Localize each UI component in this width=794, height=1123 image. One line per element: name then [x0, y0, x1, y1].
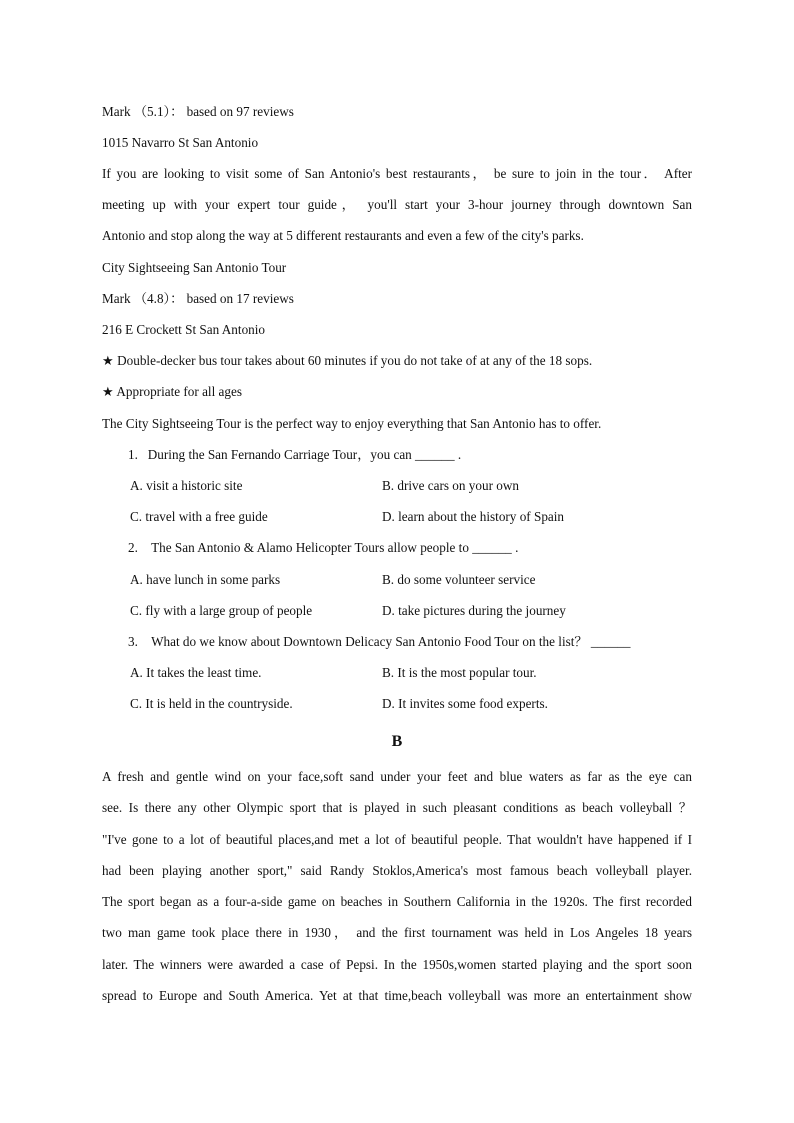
question-1: [128, 447, 461, 463]
question-text: What do we know about Downtown Delicacy San Antonio Food Tour on the list？ ______: [151, 634, 631, 649]
question-number: 1.: [128, 447, 138, 462]
question-2-option-d: D. take pictures during the journey: [382, 603, 566, 618]
tour3-bullet-2: ★ Appropriate for all ages: [102, 384, 242, 399]
section-b-line-2: see. Is there any other Olympic sport that is played in such pleasant conditions as beach volleyball ？: [102, 800, 692, 815]
tour3-address: 216 E Crockett St San Antonio: [102, 322, 266, 337]
question-text: The San Antonio & Alamo Helicopter Tours allow people to ______ .: [151, 540, 519, 555]
question-1-option-d: D. learn about the history of Spain: [382, 509, 565, 524]
section-b-line-5: The sport began as a four-a-side game on beaches in Southern California in the 1920s. The first recorded: [102, 894, 692, 909]
section-b-line-1: A fresh and gentle wind on your face,soft sand under your feet and blue waters as far as the eye can: [102, 769, 692, 784]
question-3: [128, 634, 630, 650]
question-3-option-d: D. It invites some food experts.: [382, 696, 548, 711]
section-b-line-4: had been playing another sport," said Randy Stoklos,America's most famous beach volleyball player.: [102, 863, 692, 878]
question-1-option-c: C. travel with a free guide: [130, 509, 268, 524]
question-2-option-b: B. do some volunteer service: [382, 572, 536, 587]
tour3-title: City Sightseeing San Antonio Tour: [102, 260, 287, 275]
question-2-option-a: A. have lunch in some parks: [130, 572, 281, 587]
tour2-desc-line-1: If you are looking to visit some of San Antonio's best restaurants， be sure to join in the tour． After: [102, 166, 692, 181]
question-3-option-b: B. It is the most popular tour.: [382, 665, 537, 680]
section-b-line-6: two man game took place there in 1930， and the first tournament was held in Los Angeles 18 years: [102, 925, 692, 940]
question-number: 3.: [128, 634, 138, 649]
section-b-line-8: spread to Europe and South America. Yet at that time,beach volleyball was more an entertainment show: [102, 988, 692, 1003]
question-1-option-b: B. drive cars on your own: [382, 478, 519, 493]
tour2-desc-line-3: Antonio and stop along the way at 5 different restaurants and even a few of the city's parks.: [102, 228, 584, 243]
tour2-address: 1015 Navarro St San Antonio: [102, 135, 259, 150]
section-b-line-3: "I've gone to a lot of beautiful places,and met a lot of beautiful people. That wouldn't have happened if I: [102, 832, 692, 847]
tour3-summary: The City Sightseeing Tour is the perfect way to enjoy everything that San Antonio has to offer.: [102, 416, 602, 431]
question-3-option-c: C. It is held in the countryside.: [130, 696, 293, 711]
section-b-heading: B: [391, 733, 403, 750]
question-number: 2.: [128, 540, 138, 555]
section-b-line-7: later. The winners were awarded a case of Pepsi. In the 1950s,women started playing and the sport soon: [102, 957, 692, 972]
tour3-bullet-1: ★ Double-decker bus tour takes about 60 minutes if you do not take of at any of the 18 sops.: [102, 353, 593, 368]
question-text: During the San Fernando Carriage Tour，you can ______ .: [147, 447, 462, 462]
question-3-option-a: A. It takes the least time.: [130, 665, 262, 680]
tour2-desc-line-2: meeting up with your expert tour guide， you'll start your 3-hour journey through downtown San: [102, 197, 692, 212]
tour2-mark: Mark （5.1）： based on 97 reviews: [102, 104, 294, 119]
question-2-option-c: C. fly with a large group of people: [130, 603, 313, 618]
question-1-option-a: A. visit a historic site: [130, 478, 243, 493]
question-2: [128, 540, 518, 556]
tour3-mark: Mark （4.8）： based on 17 reviews: [102, 291, 294, 306]
